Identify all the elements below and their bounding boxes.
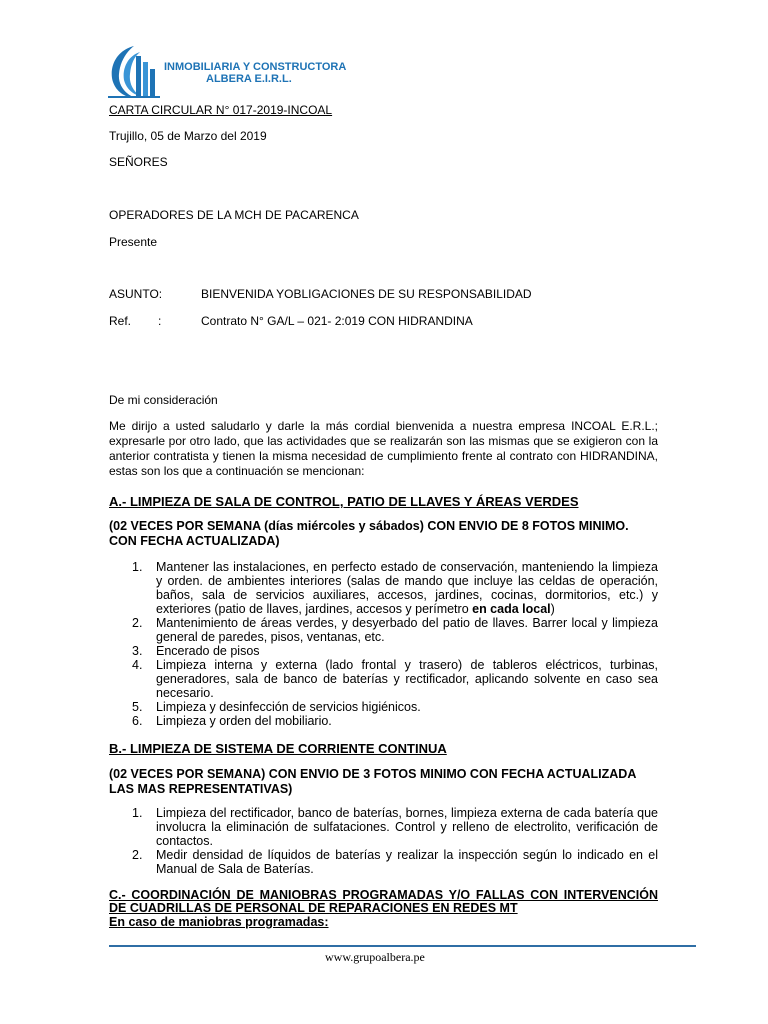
footer-rule	[109, 945, 696, 947]
recipient-salutation: SEÑORES	[109, 155, 168, 169]
intro-paragraph: Me dirijo a usted saludarlo y darle la más cordial bienvenida a nuestra empresa INCOAL E.R.L.; expresarle por otro lado, que las actividades que se realizarán son las mismas que se exigieron con la anterior contratista y tienen la misma necesidad de cumplimiento frente al contrato con HIDRANDINA, estas son los que a continuación se mencionan:	[109, 419, 658, 478]
greeting: De mi consideración	[109, 393, 218, 407]
list-item-number: 2.	[132, 848, 143, 862]
list-item	[132, 806, 658, 848]
list-item-number: 1.	[132, 806, 143, 820]
presente-label: Presente	[109, 235, 158, 249]
building-swirl-icon	[106, 42, 162, 100]
list-item-text: Mantener las instalaciones, en perfecto estado de conservación, manteniendo la limpieza y orden. de ambientes interiores (salas de mando que incluye las celdas de operación, baños, sala de servicios auxiliares, accesos, jardines, cocinas, dormitorios, etc.) y exteriores (patio de llaves, jardines, accesos y perímetro	[156, 560, 658, 616]
list-item-text: Limpieza del rectificador, banco de baterías, bornes, limpieza externa de cada batería que involucra la eliminación de sulfataciones. Control y relleno de electrolito, verificación de contactos.	[156, 806, 658, 848]
company-name-line1: INMOBILIARIA Y CONSTRUCTORA	[164, 61, 347, 73]
list-item-number: 2.	[132, 616, 143, 630]
section-c-title: C.- COORDINACIÓN DE MANIOBRAS PROGRAMADAS Y/O FALLAS CON INTERVENCIÓN DE CUADRILLAS DE PERSONAL DE REPARACIONES EN REDES MT	[109, 888, 658, 915]
letter-date: Trujillo, 05 de Marzo del 2019	[109, 129, 267, 143]
list-item	[132, 616, 658, 644]
list-item	[132, 644, 658, 658]
footer-url: www.grupoalbera.pe	[325, 950, 425, 964]
list-item-number: 5.	[132, 700, 143, 714]
asunto-label: ASUNTO:	[109, 287, 163, 301]
list-item	[132, 658, 658, 700]
ref-label: Ref.	[109, 314, 132, 328]
list-item-text: Encerado de pisos	[156, 644, 260, 658]
list-item-text: Limpieza interna y externa (lado frontal y trasero) de tableros eléctricos, turbinas, generadores, sala de banco de baterías y rectificador, aplicando solvente en caso sea necesario.	[156, 658, 658, 700]
section-b-list	[132, 806, 658, 876]
section-a-subtitle: (02 VECES POR SEMANA (días miércoles y sábados) CON ENVIO DE 8 FOTOS MINIMO. CON FECHA ACTUALIZADA)	[109, 519, 629, 548]
list-item-text: Medir densidad de líquidos de baterías y realizar la inspección según lo indicado en el Manual de Sala de Baterías.	[156, 848, 658, 876]
list-item-number: 6.	[132, 714, 143, 728]
list-item-bold: en cada local	[472, 602, 551, 616]
ref-colon: :	[158, 314, 162, 328]
list-item	[132, 848, 658, 876]
list-item-number: 1.	[132, 560, 143, 574]
list-item	[132, 700, 658, 714]
recipient-name: OPERADORES DE LA MCH DE PACARENCA	[109, 208, 359, 222]
list-item-number: 4.	[132, 658, 143, 672]
section-a-title: A.- LIMPIEZA DE SALA DE CONTROL, PATIO DE LLAVES Y ÁREAS VERDES	[109, 494, 579, 509]
list-item-text: Mantenimiento de áreas verdes, y desyerbado del patio de llaves. Barrer local y limpieza general de paredes, pisos, ventanas, etc.	[156, 616, 658, 644]
section-c-subtitle: En caso de maniobras programadas:	[109, 915, 329, 929]
carta-number: CARTA CIRCULAR N° 017-2019-INCOAL	[109, 103, 333, 117]
company-name	[164, 61, 346, 85]
company-logo	[106, 42, 162, 100]
section-a-list	[132, 560, 658, 728]
ref-value: Contrato N° GA/L – 021- 2:019 CON HIDRANDINA	[201, 314, 473, 328]
section-b-title: B.- LIMPIEZA DE SISTEMA DE CORRIENTE CONTINUA	[109, 741, 447, 756]
list-item-number: 3.	[132, 644, 143, 658]
company-name-line2: ALBERA E.I.R.L.	[206, 73, 292, 85]
list-item-text: Limpieza y orden del mobiliario.	[156, 714, 332, 728]
list-item-text: Limpieza y desinfección de servicios higiénicos.	[156, 700, 421, 714]
list-item-tail: )	[550, 602, 555, 616]
asunto-value: BIENVENIDA YOBLIGACIONES DE SU RESPONSABILIDAD	[201, 287, 532, 301]
list-item	[132, 714, 658, 728]
section-b-subtitle: (02 VECES POR SEMANA) CON ENVIO DE 3 FOTOS MINIMO CON FECHA ACTUALIZADA LAS MAS REPRESENTATIVAS)	[109, 767, 636, 796]
list-item	[132, 560, 658, 616]
